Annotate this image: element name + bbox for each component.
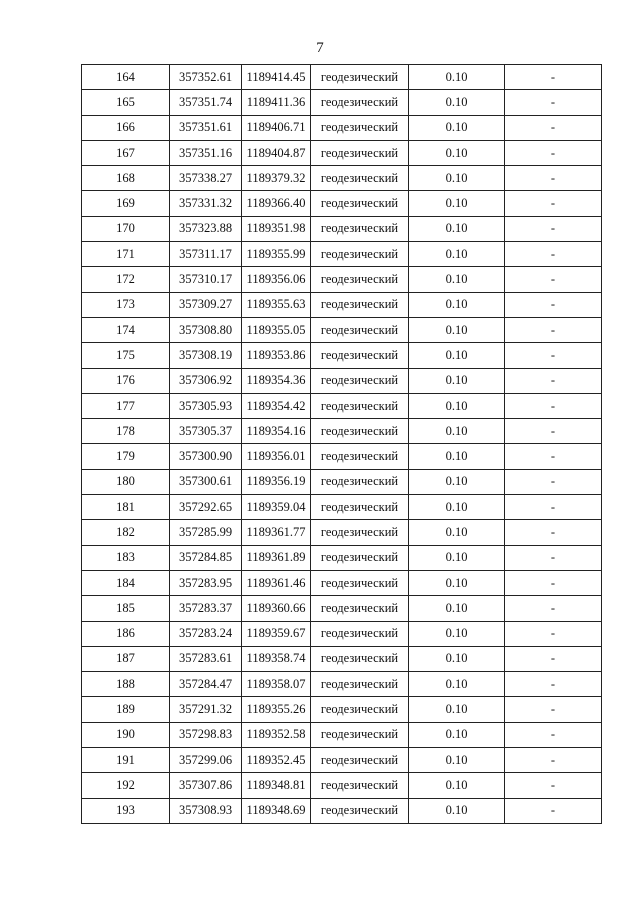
y-coordinate-cell: 1189406.71 — [242, 115, 311, 140]
point-number-cell: 164 — [82, 65, 170, 90]
point-number-cell: 175 — [82, 343, 170, 368]
method-cell: геодезический — [311, 621, 409, 646]
table-row — [82, 621, 602, 646]
y-coordinate-cell: 1189356.06 — [242, 267, 311, 292]
point-number-cell: 181 — [82, 495, 170, 520]
accuracy-cell: 0.10 — [409, 697, 505, 722]
table-row — [82, 798, 602, 823]
x-coordinate-cell: 357338.27 — [170, 166, 242, 191]
y-coordinate-cell: 1189352.58 — [242, 722, 311, 747]
accuracy-cell: 0.10 — [409, 722, 505, 747]
accuracy-cell: 0.10 — [409, 115, 505, 140]
point-number-cell: 165 — [82, 90, 170, 115]
method-cell: геодезический — [311, 419, 409, 444]
x-coordinate-cell: 357351.61 — [170, 115, 242, 140]
method-cell: геодезический — [311, 469, 409, 494]
point-number-cell: 182 — [82, 520, 170, 545]
point-number-cell: 187 — [82, 646, 170, 671]
point-number-cell: 168 — [82, 166, 170, 191]
table-row — [82, 368, 602, 393]
table-row — [82, 166, 602, 191]
accuracy-cell: 0.10 — [409, 545, 505, 570]
x-coordinate-cell: 357284.47 — [170, 672, 242, 697]
x-coordinate-cell: 357323.88 — [170, 216, 242, 241]
method-cell: геодезический — [311, 570, 409, 595]
method-cell: геодезический — [311, 697, 409, 722]
accuracy-cell: 0.10 — [409, 368, 505, 393]
table-row — [82, 495, 602, 520]
method-cell: геодезический — [311, 140, 409, 165]
accuracy-cell: 0.10 — [409, 292, 505, 317]
method-cell: геодезический — [311, 722, 409, 747]
note-cell: - — [505, 140, 602, 165]
note-cell: - — [505, 646, 602, 671]
y-coordinate-cell: 1189348.69 — [242, 798, 311, 823]
table-row — [82, 672, 602, 697]
y-coordinate-cell: 1189411.36 — [242, 90, 311, 115]
note-cell: - — [505, 798, 602, 823]
table-row — [82, 469, 602, 494]
accuracy-cell: 0.10 — [409, 773, 505, 798]
note-cell: - — [505, 368, 602, 393]
accuracy-cell: 0.10 — [409, 343, 505, 368]
method-cell: геодезический — [311, 343, 409, 368]
x-coordinate-cell: 357291.32 — [170, 697, 242, 722]
method-cell: геодезический — [311, 444, 409, 469]
y-coordinate-cell: 1189356.19 — [242, 469, 311, 494]
note-cell: - — [505, 216, 602, 241]
note-cell: - — [505, 672, 602, 697]
method-cell: геодезический — [311, 748, 409, 773]
y-coordinate-cell: 1189352.45 — [242, 748, 311, 773]
accuracy-cell: 0.10 — [409, 65, 505, 90]
method-cell: геодезический — [311, 596, 409, 621]
point-number-cell: 166 — [82, 115, 170, 140]
method-cell: геодезический — [311, 191, 409, 216]
accuracy-cell: 0.10 — [409, 570, 505, 595]
method-cell: геодезический — [311, 646, 409, 671]
y-coordinate-cell: 1189351.98 — [242, 216, 311, 241]
x-coordinate-cell: 357306.92 — [170, 368, 242, 393]
table-row — [82, 292, 602, 317]
note-cell: - — [505, 621, 602, 646]
note-cell: - — [505, 773, 602, 798]
point-number-cell: 170 — [82, 216, 170, 241]
note-cell: - — [505, 570, 602, 595]
accuracy-cell: 0.10 — [409, 495, 505, 520]
accuracy-cell: 0.10 — [409, 520, 505, 545]
note-cell: - — [505, 317, 602, 342]
method-cell: геодезический — [311, 495, 409, 520]
note-cell: - — [505, 520, 602, 545]
note-cell: - — [505, 469, 602, 494]
note-cell: - — [505, 267, 602, 292]
table-row — [82, 444, 602, 469]
accuracy-cell: 0.10 — [409, 596, 505, 621]
method-cell: геодезический — [311, 115, 409, 140]
accuracy-cell: 0.10 — [409, 140, 505, 165]
y-coordinate-cell: 1189355.26 — [242, 697, 311, 722]
method-cell: геодезический — [311, 368, 409, 393]
point-number-cell: 177 — [82, 393, 170, 418]
note-cell: - — [505, 90, 602, 115]
note-cell: - — [505, 419, 602, 444]
point-number-cell: 180 — [82, 469, 170, 494]
method-cell: геодезический — [311, 267, 409, 292]
point-number-cell: 184 — [82, 570, 170, 595]
x-coordinate-cell: 357284.85 — [170, 545, 242, 570]
point-number-cell: 173 — [82, 292, 170, 317]
accuracy-cell: 0.10 — [409, 393, 505, 418]
accuracy-cell: 0.10 — [409, 166, 505, 191]
table-row — [82, 722, 602, 747]
x-coordinate-cell: 357308.80 — [170, 317, 242, 342]
y-coordinate-cell: 1189355.63 — [242, 292, 311, 317]
y-coordinate-cell: 1189354.42 — [242, 393, 311, 418]
point-number-cell: 183 — [82, 545, 170, 570]
x-coordinate-cell: 357299.06 — [170, 748, 242, 773]
table-row — [82, 242, 602, 267]
point-number-cell: 193 — [82, 798, 170, 823]
point-number-cell: 189 — [82, 697, 170, 722]
x-coordinate-cell: 357283.61 — [170, 646, 242, 671]
accuracy-cell: 0.10 — [409, 748, 505, 773]
method-cell: геодезический — [311, 317, 409, 342]
note-cell: - — [505, 697, 602, 722]
point-number-cell: 176 — [82, 368, 170, 393]
table-row — [82, 115, 602, 140]
note-cell: - — [505, 393, 602, 418]
note-cell: - — [505, 343, 602, 368]
y-coordinate-cell: 1189404.87 — [242, 140, 311, 165]
x-coordinate-cell: 357351.16 — [170, 140, 242, 165]
y-coordinate-cell: 1189348.81 — [242, 773, 311, 798]
accuracy-cell: 0.10 — [409, 419, 505, 444]
accuracy-cell: 0.10 — [409, 267, 505, 292]
note-cell: - — [505, 748, 602, 773]
note-cell: - — [505, 115, 602, 140]
method-cell: геодезический — [311, 773, 409, 798]
method-cell: геодезический — [311, 393, 409, 418]
y-coordinate-cell: 1189358.74 — [242, 646, 311, 671]
table-row — [82, 773, 602, 798]
table-row — [82, 545, 602, 570]
table-row — [82, 419, 602, 444]
y-coordinate-cell: 1189366.40 — [242, 191, 311, 216]
point-number-cell: 185 — [82, 596, 170, 621]
method-cell: геодезический — [311, 545, 409, 570]
accuracy-cell: 0.10 — [409, 242, 505, 267]
table-row — [82, 393, 602, 418]
x-coordinate-cell: 357283.95 — [170, 570, 242, 595]
coordinates-table — [81, 64, 602, 824]
x-coordinate-cell: 357310.17 — [170, 267, 242, 292]
table-row — [82, 191, 602, 216]
x-coordinate-cell: 357307.86 — [170, 773, 242, 798]
method-cell: геодезический — [311, 520, 409, 545]
accuracy-cell: 0.10 — [409, 469, 505, 494]
point-number-cell: 190 — [82, 722, 170, 747]
y-coordinate-cell: 1189359.67 — [242, 621, 311, 646]
table-row — [82, 140, 602, 165]
note-cell: - — [505, 722, 602, 747]
y-coordinate-cell: 1189358.07 — [242, 672, 311, 697]
page-number: 7 — [316, 40, 324, 56]
note-cell: - — [505, 242, 602, 267]
note-cell: - — [505, 444, 602, 469]
x-coordinate-cell: 357311.17 — [170, 242, 242, 267]
note-cell: - — [505, 191, 602, 216]
accuracy-cell: 0.10 — [409, 216, 505, 241]
point-number-cell: 172 — [82, 267, 170, 292]
note-cell: - — [505, 166, 602, 191]
x-coordinate-cell: 357300.90 — [170, 444, 242, 469]
x-coordinate-cell: 357305.37 — [170, 419, 242, 444]
y-coordinate-cell: 1189361.89 — [242, 545, 311, 570]
x-coordinate-cell: 357309.27 — [170, 292, 242, 317]
accuracy-cell: 0.10 — [409, 444, 505, 469]
y-coordinate-cell: 1189354.36 — [242, 368, 311, 393]
table-row — [82, 596, 602, 621]
accuracy-cell: 0.10 — [409, 798, 505, 823]
method-cell: геодезический — [311, 242, 409, 267]
x-coordinate-cell: 357352.61 — [170, 65, 242, 90]
point-number-cell: 174 — [82, 317, 170, 342]
method-cell: геодезический — [311, 292, 409, 317]
coordinates-table-body — [82, 65, 602, 824]
accuracy-cell: 0.10 — [409, 90, 505, 115]
y-coordinate-cell: 1189360.66 — [242, 596, 311, 621]
point-number-cell: 188 — [82, 672, 170, 697]
x-coordinate-cell: 357305.93 — [170, 393, 242, 418]
y-coordinate-cell: 1189355.05 — [242, 317, 311, 342]
table-row — [82, 697, 602, 722]
point-number-cell: 192 — [82, 773, 170, 798]
x-coordinate-cell: 357308.93 — [170, 798, 242, 823]
method-cell: геодезический — [311, 65, 409, 90]
table-row — [82, 267, 602, 292]
point-number-cell: 191 — [82, 748, 170, 773]
x-coordinate-cell: 357292.65 — [170, 495, 242, 520]
table-row — [82, 520, 602, 545]
x-coordinate-cell: 357331.32 — [170, 191, 242, 216]
table-row — [82, 317, 602, 342]
point-number-cell: 178 — [82, 419, 170, 444]
y-coordinate-cell: 1189414.45 — [242, 65, 311, 90]
table-row — [82, 65, 602, 90]
y-coordinate-cell: 1189353.86 — [242, 343, 311, 368]
table-row — [82, 216, 602, 241]
point-number-cell: 169 — [82, 191, 170, 216]
accuracy-cell: 0.10 — [409, 191, 505, 216]
y-coordinate-cell: 1189355.99 — [242, 242, 311, 267]
method-cell: геодезический — [311, 216, 409, 241]
note-cell: - — [505, 292, 602, 317]
note-cell: - — [505, 545, 602, 570]
x-coordinate-cell: 357308.19 — [170, 343, 242, 368]
note-cell: - — [505, 596, 602, 621]
y-coordinate-cell: 1189356.01 — [242, 444, 311, 469]
point-number-cell: 179 — [82, 444, 170, 469]
table-row — [82, 570, 602, 595]
method-cell: геодезический — [311, 672, 409, 697]
x-coordinate-cell: 357298.83 — [170, 722, 242, 747]
x-coordinate-cell: 357283.24 — [170, 621, 242, 646]
note-cell: - — [505, 495, 602, 520]
accuracy-cell: 0.10 — [409, 646, 505, 671]
method-cell: геодезический — [311, 166, 409, 191]
method-cell: геодезический — [311, 798, 409, 823]
y-coordinate-cell: 1189359.04 — [242, 495, 311, 520]
point-number-cell: 186 — [82, 621, 170, 646]
accuracy-cell: 0.10 — [409, 317, 505, 342]
table-row — [82, 90, 602, 115]
y-coordinate-cell: 1189354.16 — [242, 419, 311, 444]
method-cell: геодезический — [311, 90, 409, 115]
x-coordinate-cell: 357300.61 — [170, 469, 242, 494]
note-cell: - — [505, 65, 602, 90]
y-coordinate-cell: 1189361.46 — [242, 570, 311, 595]
accuracy-cell: 0.10 — [409, 621, 505, 646]
accuracy-cell: 0.10 — [409, 672, 505, 697]
x-coordinate-cell: 357351.74 — [170, 90, 242, 115]
y-coordinate-cell: 1189361.77 — [242, 520, 311, 545]
table-row — [82, 646, 602, 671]
x-coordinate-cell: 357285.99 — [170, 520, 242, 545]
table-row — [82, 748, 602, 773]
point-number-cell: 171 — [82, 242, 170, 267]
table-row — [82, 343, 602, 368]
y-coordinate-cell: 1189379.32 — [242, 166, 311, 191]
point-number-cell: 167 — [82, 140, 170, 165]
x-coordinate-cell: 357283.37 — [170, 596, 242, 621]
